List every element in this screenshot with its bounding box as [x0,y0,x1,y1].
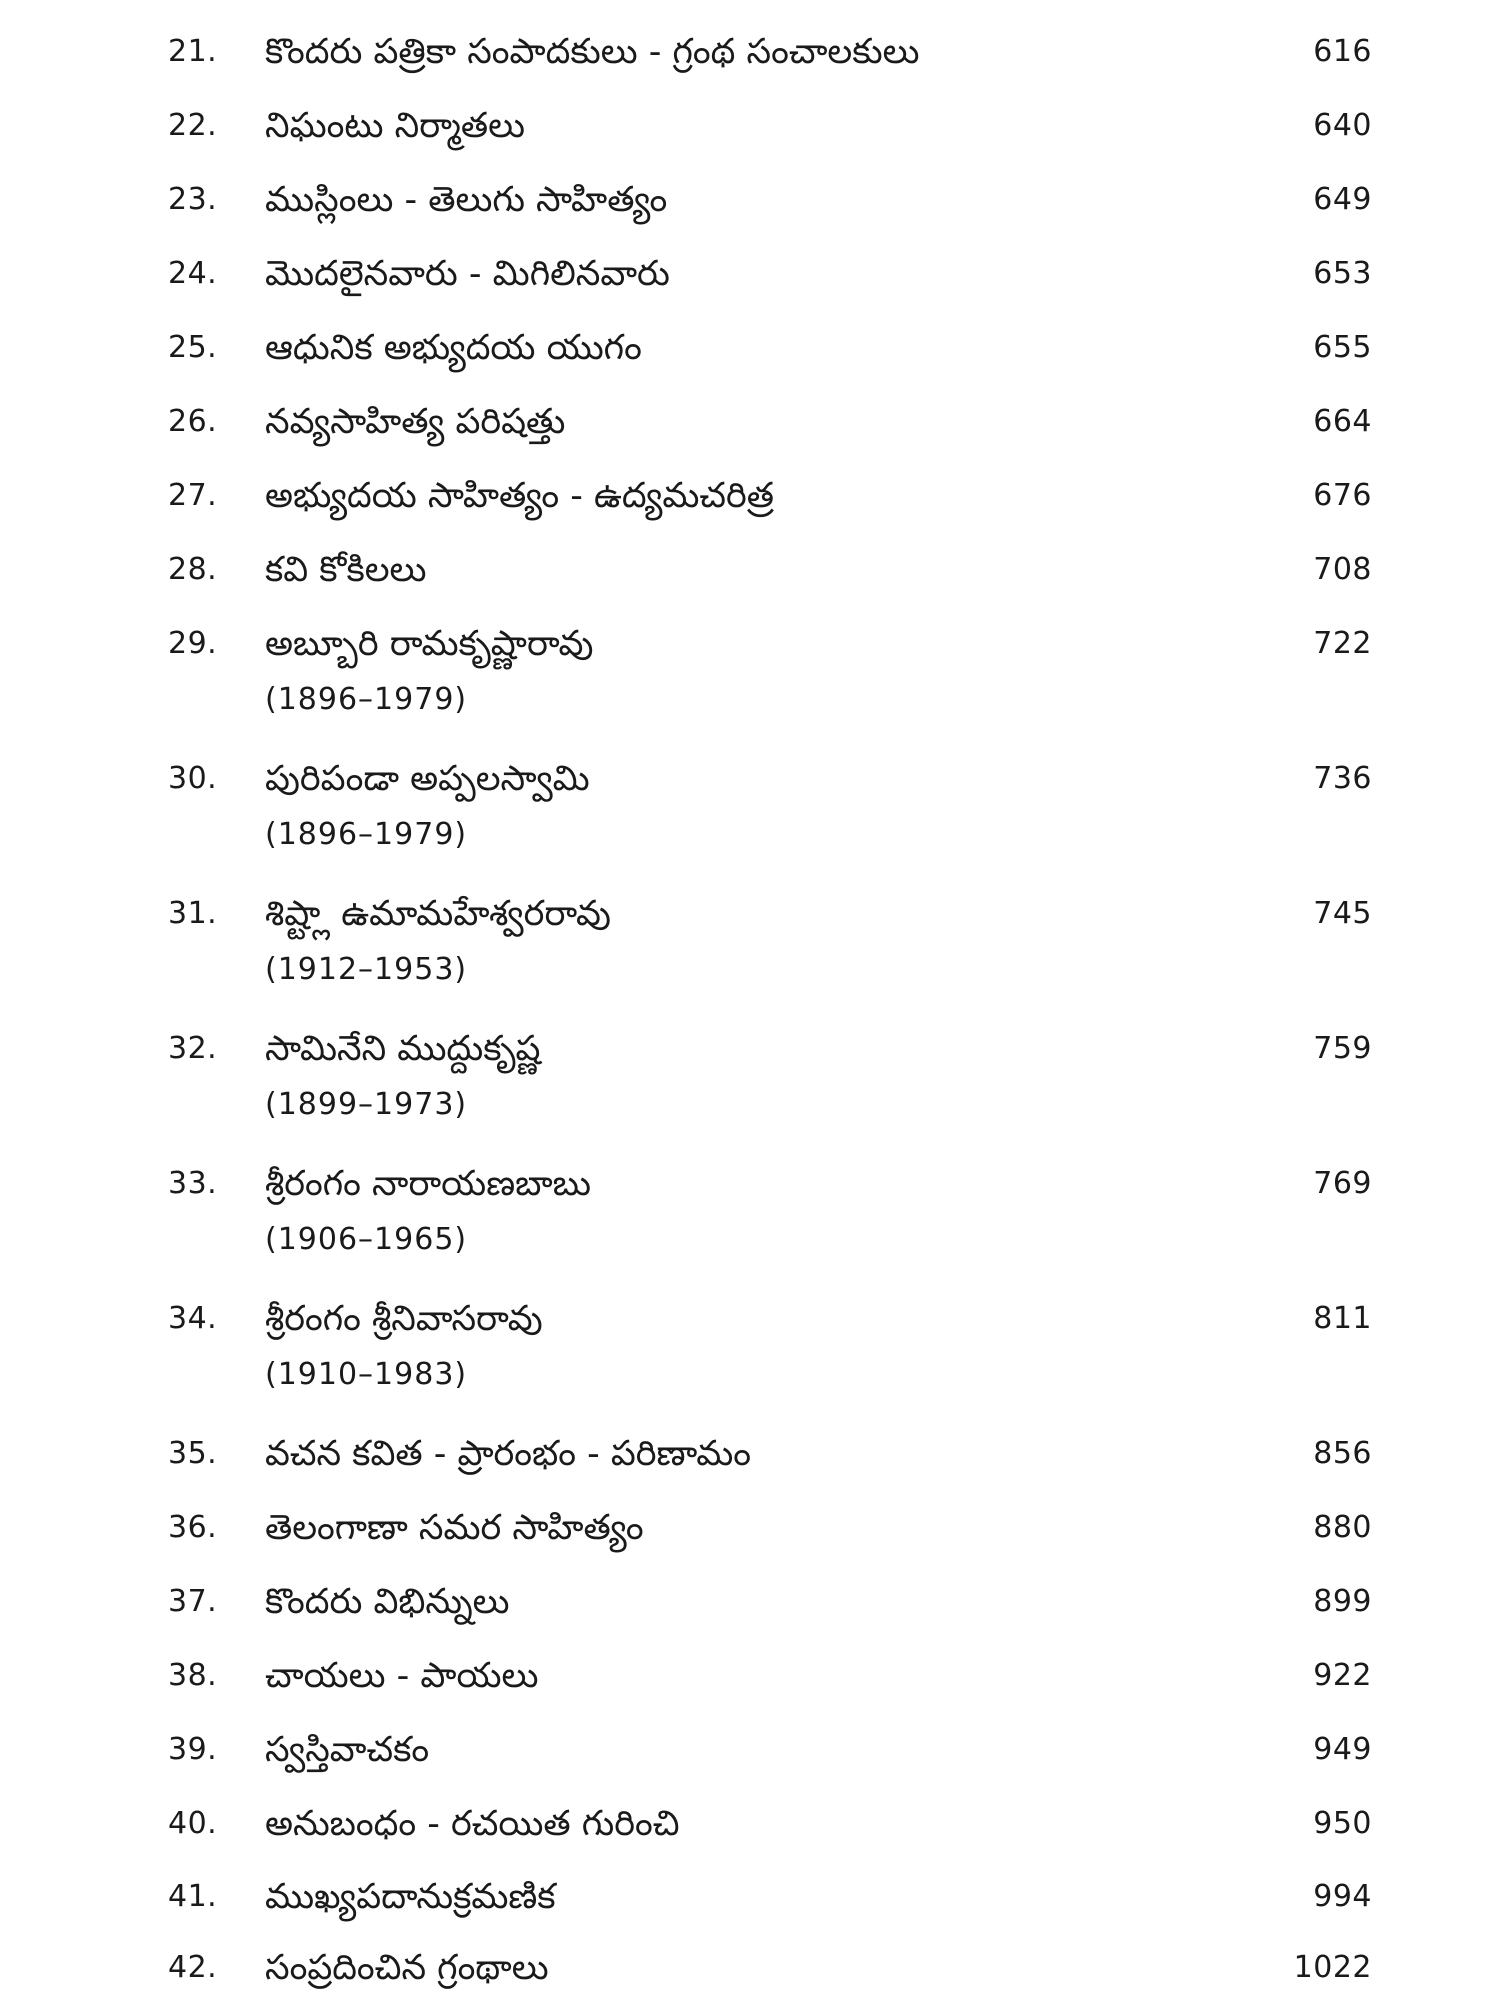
entry-page-number: 880 [1313,1510,1372,1545]
entry-page-number: 899 [1313,1584,1372,1619]
entry-title: ముస్లింలు - తెలుగు సాహిత్యం [265,180,668,220]
entry-page-number: 722 [1313,626,1372,661]
entry-number: 23. [168,182,218,217]
entry-title: శ్రీరంగం నారాయణబాబు [265,1164,591,1204]
entry-number: 38. [168,1658,218,1693]
entry-page-number: 769 [1313,1166,1372,1201]
entry-number: 42. [168,1950,218,1985]
entry-number: 40. [168,1806,218,1841]
entry-number: 35. [168,1436,218,1471]
entry-page-number: 616 [1313,34,1372,69]
entry-page-number: 745 [1313,896,1372,931]
entry-number: 25. [168,330,218,365]
entry-page-number: 664 [1313,404,1372,439]
entry-title: కొందరు పత్రికా సంపాదకులు - గ్రంథ సంచాలకులు [265,32,920,72]
entry-title: చాయలు - పాయలు [265,1656,539,1696]
entry-number: 21. [168,34,218,69]
entry-number: 36. [168,1510,218,1545]
entry-number: 27. [168,478,218,513]
entry-number: 22. [168,108,218,143]
entry-title: వచన కవిత - ప్రారంభం - పరిణామం [265,1434,752,1474]
entry-number: 37. [168,1584,218,1619]
entry-number: 24. [168,256,218,291]
entry-number: 34. [168,1301,218,1336]
entry-number: 30. [168,761,218,796]
entry-title: శ్రీరంగం శ్రీనివాసరావు [265,1299,543,1339]
entry-years: (1896–1979) [265,817,468,852]
entry-number: 29. [168,626,218,661]
entry-page-number: 736 [1313,761,1372,796]
entry-title: అబ్బూరి రామకృష్ణారావు [265,624,594,664]
entry-title: అనుబంధం - రచయిత గురించి [265,1804,680,1844]
entry-number: 32. [168,1031,218,1066]
entry-years: (1912–1953) [265,952,468,987]
entry-number: 28. [168,552,218,587]
entry-years: (1910–1983) [265,1357,468,1392]
entry-title: సామినేని ముద్దుకృష్ణ [265,1029,541,1069]
entry-page-number: 655 [1313,330,1372,365]
entry-title: మొదలైనవారు - మిగిలినవారు [265,254,670,294]
entry-title: కవి కోకిలలు [265,550,427,590]
entry-title: నిఘంటు నిర్మాతలు [265,106,526,146]
entry-title: పురిపండా అప్పలస్వామి [265,759,590,799]
entry-title: ఆధునిక అభ్యుదయ యుగం [265,328,642,368]
entry-page-number: 856 [1313,1436,1372,1471]
entry-title: అభ్యుదయ సాహిత్యం - ఉద్యమచరిత్ర [265,476,774,516]
entry-years: (1906–1965) [265,1222,468,1257]
entry-number: 26. [168,404,218,439]
entry-years: (1899–1973) [265,1087,468,1122]
entry-page-number: 649 [1313,182,1372,217]
entry-title: తెలంగాణా సమర సాహిత్యం [265,1508,644,1548]
entry-page-number: 922 [1313,1658,1372,1693]
entry-page-number: 811 [1313,1301,1372,1336]
entry-page-number: 950 [1313,1806,1372,1841]
entry-page-number: 1022 [1293,1950,1372,1985]
entry-title: స్వస్తివాచకం [265,1730,430,1770]
entry-page-number: 653 [1313,256,1372,291]
entry-title: శిష్ట్లా ఉమామహేశ్వరరావు [265,894,611,934]
entry-page-number: 676 [1313,478,1372,513]
entry-title: సంప్రదించిన గ్రంథాలు [265,1948,549,1988]
entry-page-number: 640 [1313,108,1372,143]
entry-page-number: 759 [1313,1031,1372,1066]
entry-number: 31. [168,896,218,931]
entry-number: 41. [168,1879,218,1914]
entry-page-number: 949 [1313,1732,1372,1767]
entry-title: కొందరు విభిన్నులు [265,1582,510,1622]
entry-years: (1896–1979) [265,682,468,717]
entry-title: నవ్యసాహిత్య పరిషత్తు [265,402,566,442]
entry-number: 33. [168,1166,218,1201]
entry-title: ముఖ్యపదానుక్రమణిక [265,1877,556,1917]
entry-page-number: 708 [1313,552,1372,587]
entry-page-number: 994 [1313,1879,1372,1914]
entry-number: 39. [168,1732,218,1767]
